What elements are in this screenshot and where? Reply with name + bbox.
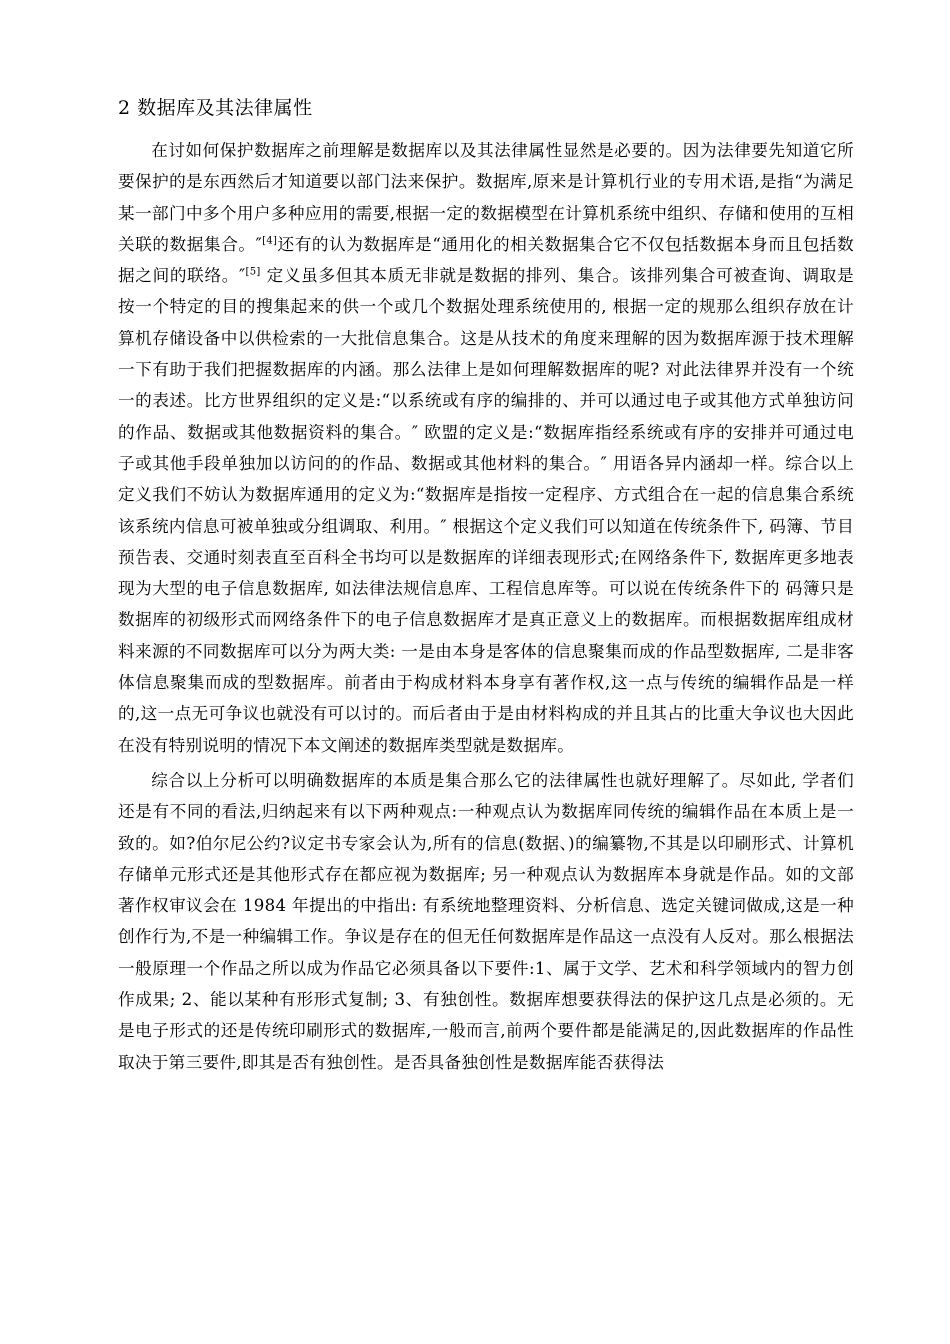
paragraph-definition-part-c: 定义虽多但其本质无非就是数据的排列、集合。该排列集合可被查询、调取是按一个特定的目的搜集起来的供一个或几个数据处理系统使用的, 根据一定的规那么组织存放在计算机存储设备中以供检索的一大批信息集合。这是从技术的角度来理解的因为数据库源于技术理解一下有助于我们把握数据库的内涵。那么法律上是如何理解数据库的呢? 对此法律界并没有一个统一的表述。比方世界组织的定义是:“以系统或有序的编排的、并可以通过电子或其他方式单独访问的作品、数据或其他数据资料的集合。″ 欧盟的定义是:“数据库指经系统或有序的安排并可通过电子或其他手段单独加以访问的的作品、数据或其他材料的集合。″ 用语各异内涵却一样。综合以上定义我们不妨认为数据库通用的定义为:“数据库是指按一定程序、方式组合在一起的信息集合系统该系统内信息可被单独或分组调取、利用。″ 根据这个定义我们可以知道在传统条件下, 码簿、节目预告表、交通时刻表直至百科全书均可以是数据库的详细表现形式;在网络条件下, 数据库更多地表现为大型的电子信息数据库, 如法律法规信息库、工程信息库等。可以说在传统条件下的 码簿只是数据库的初级形式而网络条件下的电子信息数据库才是真正意义上的数据库。而根据数据库组成材料来源的不同数据库可以分为两大类: 一是由本身是客体的信息聚集而成的作品型数据库, 二是非客体信息聚集而成的型数据库。前者由于构成材料本身享有著作权,这一点与传统的编辑作品是一样的,这一点无可争议也就没有可以讨的。而后者由于是由材料构成的并且其占的比重大争议也大因此在没有特别说明的情况下本文阐述的数据库类型就是数据库。 [118, 266, 854, 755]
section-heading: 2 数据库及其法律属性 [118, 97, 313, 119]
document-page [118, 95, 854, 1078]
paragraph-legal-attributes: 综合以上分析可以明确数据库的本质是集合那么它的法律属性也就好理解了。尽如此, 学者们还是有不同的看法,归纳起来有以下两种观点:一种观点认为数据库同传统的编辑作品在本质上是一致的。如?伯尔尼公约?议定书专家会认为,所有的信息(数据、)的编纂物,不其是以印刷形式、计算机存储单元形式还是其他形式存在都应视为数据库; 另一种观点认为数据库本身就是作品。如的文部著作权审议会在 1984 年提出的中指出: 有系统地整理资料、分析信息、选定关键词做成,这是一种创作行为,不是一种编辑工作。争议是存在的但无任何数据库是作品这一点没有人反对。那么根据法一般原理一个作品之所以成为作品它必须具备以下要件:1、属于文学、艺术和科学领域内的智力创作成果; 2、能以某种有形形式复制; 3、有独创性。数据库想要获得法的保护这几点是必须的。无是电子形式的还是传统印刷形式的数据库,一般而言,前两个要件都是能满足的,因此数据库的作品性取决于第三要件,即其是否有独创性。是否具备独创性是数据库能否获得法 [118, 770, 854, 1072]
paragraph-definition-part-b: 还有的认为数据库是“通用化的相关数据集合它不仅包括数据本身而且包括数据之间的联络。″ [118, 234, 854, 286]
citation-ref-4: [4] [262, 235, 278, 247]
citation-ref-5: [5] [245, 266, 261, 278]
paragraph-definition-part-a: 在讨如何保护数据库之前理解是数据库以及其法律属性显然是必要的。因为法律要先知道它所要保护的是东西然后才知道要以部门法来保护。数据库,原来是计算机行业的专用术语,是指“为满足某一部门中多个用户多种应用的需要,根据一定的数据模型在计算机系统中组织、存储和使用的互相关联的数据集合。″ [118, 141, 854, 254]
paragraph-definition [118, 135, 854, 761]
